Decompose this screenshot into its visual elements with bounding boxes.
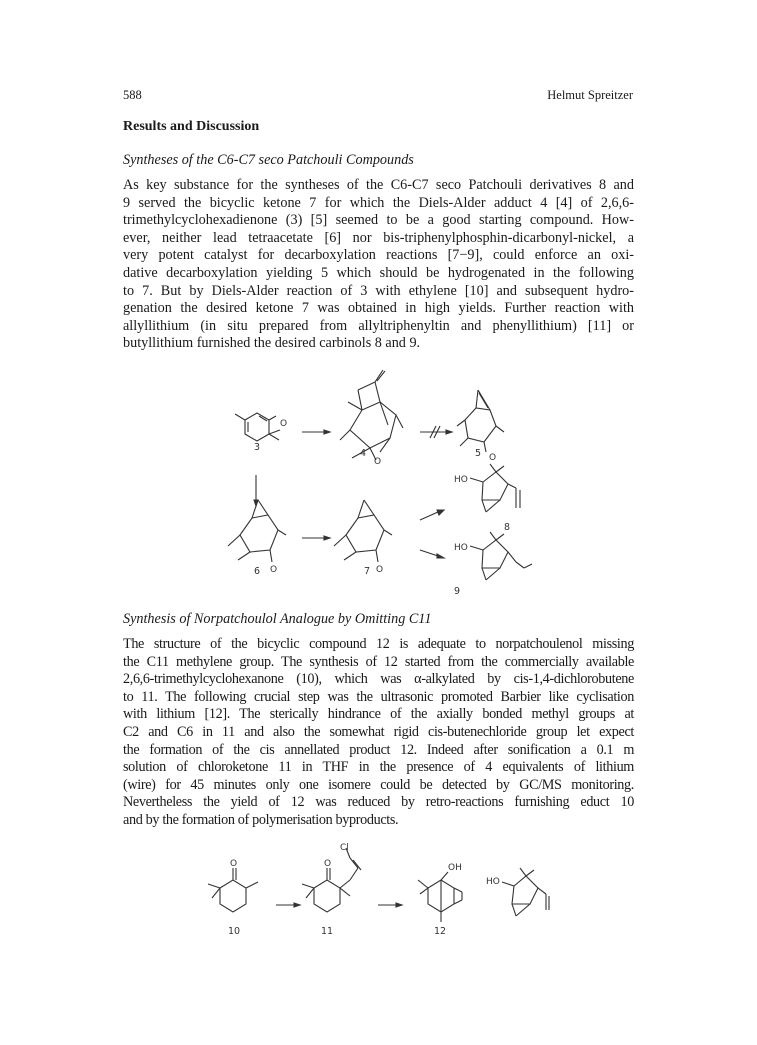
text-line: and by the formation of polymerisation byproducts. xyxy=(123,811,399,828)
text-line: allyllithium (in situ prepared from allyltriphenyltin and phenyllithium) [11] or xyxy=(123,317,634,334)
text-line: (wire) for 45 minutes only one isomere could be detected by GC/MS monitoring. xyxy=(123,776,634,793)
atom-cl-11: Cl xyxy=(340,843,349,853)
compound-label-4: 4 xyxy=(360,448,367,459)
text-line: solution of chloroketone 11 in THF in the presence of 4 equivalents of lithium xyxy=(123,759,634,776)
arrow-7-to-8 xyxy=(420,510,444,520)
atom-o-10: O xyxy=(230,859,238,869)
subsection-title-2: Synthesis of Norpatchoulol Analogue by Omitting C11 xyxy=(123,611,432,627)
structure-compound-7 xyxy=(334,500,392,562)
text-line: butyllithium furnished the desired carbinols 8 and 9. xyxy=(123,335,421,352)
atom-o-5: O xyxy=(489,453,497,463)
text-line: C2 and C6 in 11 and also the somewhat rigid cis-butenechloride group let expect xyxy=(123,723,634,740)
text-line: to 11. The following crucial step was the ultrasonic promoted Barbier like cyclisation xyxy=(123,688,634,705)
text-line: 9 served the bicyclic ketone 7 for which the Diels-Alder adduct 4 [4] of 2,6,6- xyxy=(123,194,634,211)
text-line: genation the desired ketone 7 was obtained in high yields. Further reaction with xyxy=(123,300,634,317)
paragraph-2 xyxy=(123,636,634,830)
compound-label-6: 6 xyxy=(254,566,261,577)
atom-o-7: O xyxy=(376,565,384,575)
text-line: ever, neither lead tetraacetate [6] nor bis-triphenylphosphin-dicarbonyl-nickel, a xyxy=(123,229,634,246)
structure-compound-4 xyxy=(340,370,403,460)
atom-o-11: O xyxy=(324,859,332,869)
text-line: The structure of the bicyclic compound 12 is adequate to norpatchoulenol missing xyxy=(123,636,634,652)
page-number: 588 xyxy=(123,88,142,102)
text-line: Nevertheless the yield of 12 was reduced by retro-reactions furnishing educt 10 xyxy=(123,794,634,811)
arrow-6-to-7 xyxy=(302,536,330,540)
text-line: the formation of the cis annellated product 12. Indeed after sonification a 0.1 m xyxy=(123,741,634,758)
atom-o-4: O xyxy=(374,457,382,467)
arrow-7-to-9 xyxy=(420,550,444,558)
text-line: dative decarboxylation yielding 5 which should be hydrogenated in the following xyxy=(123,264,634,281)
arrow-11-to-12 xyxy=(378,903,402,907)
atom-ho-9: HO xyxy=(454,543,468,553)
structure-compound-8 xyxy=(470,464,520,512)
compound-label-9: 9 xyxy=(454,586,461,597)
section-title: Results and Discussion xyxy=(123,119,260,134)
text-line: to 7. But by Diels-Alder reaction of 3 with ethylene [10] and subsequent hydro- xyxy=(123,282,634,299)
paragraph-1 xyxy=(123,177,634,353)
text-line: very potent catalyst for decarboxylation reactions [7−9], could enforce an oxi- xyxy=(123,247,634,264)
structure-compound-9 xyxy=(470,532,532,580)
structure-compound-10 xyxy=(208,868,258,912)
atom-ho-12: HO xyxy=(486,877,500,887)
compound-label-5: 5 xyxy=(475,448,482,459)
text-line: the C11 methylene group. The synthesis of 12 started from the commercially available xyxy=(123,653,634,670)
reaction-scheme-2 xyxy=(190,840,580,940)
arrow-4-to-5-blocked xyxy=(420,426,452,438)
text-line: trimethylcyclohexadienone (3) [5] seemed to be a good starting compound. How- xyxy=(123,212,634,229)
text-line: with lithium [12]. The sterically hindrance of the axially bonded methyl groups at xyxy=(123,706,634,723)
compound-label-7: 7 xyxy=(364,566,371,577)
compound-label-10: 10 xyxy=(228,926,241,937)
compound-label-11: 11 xyxy=(321,926,334,937)
subsection-title-1: Syntheses of the C6-C7 seco Patchouli Compounds xyxy=(123,152,414,168)
structure-compound-3 xyxy=(235,413,280,441)
text-line: As key substance for the syntheses of the C6-C7 seco Patchouli derivatives 8 and xyxy=(123,177,634,193)
structure-compound-11 xyxy=(302,848,361,912)
atom-o-3: O xyxy=(280,419,288,429)
compound-label-3: 3 xyxy=(254,442,261,453)
arrow-3-to-4 xyxy=(302,430,330,434)
running-head-author: Helmut Spreitzer xyxy=(547,88,633,102)
compound-label-8: 8 xyxy=(504,522,511,533)
structure-compound-12-perspective xyxy=(502,868,549,916)
structure-compound-5 xyxy=(457,390,504,452)
arrow-10-to-11 xyxy=(276,903,300,907)
structure-compound-6 xyxy=(228,500,286,562)
atom-oh-12: OH xyxy=(448,863,462,873)
atom-o-6: O xyxy=(270,565,278,575)
structure-compound-12 xyxy=(418,872,462,922)
reaction-scheme-1 xyxy=(190,360,570,600)
text-line: 2,6,6-trimethylcyclohexanone (10), which was α-alkylated by cis-1,4-dichlorobutene xyxy=(123,671,634,688)
atom-ho-8: HO xyxy=(454,475,468,485)
compound-label-12: 12 xyxy=(434,926,447,937)
